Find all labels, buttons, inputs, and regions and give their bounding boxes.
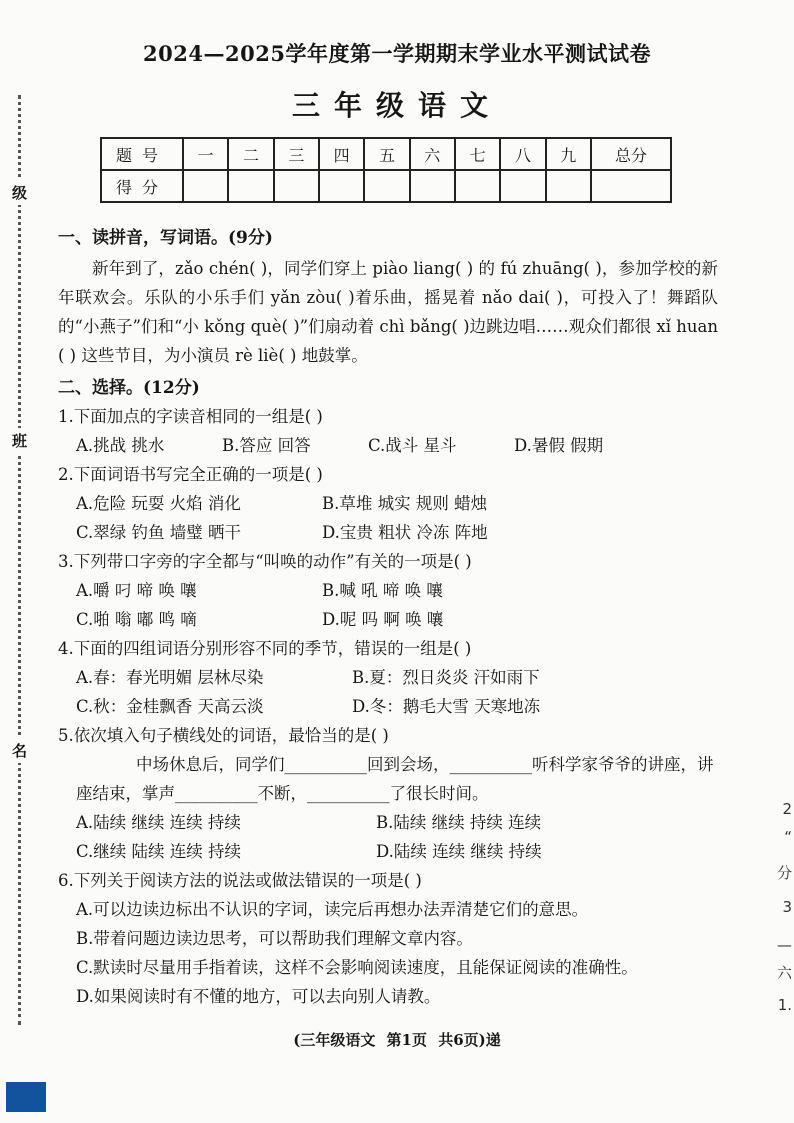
option: B.喊 吼 啼 唤 嚷 bbox=[322, 581, 443, 600]
option: D.呢 吗 啊 唤 嚷 bbox=[322, 610, 444, 629]
option: C.秋：金桂飘香 天高云淡 bbox=[76, 697, 264, 716]
option: D.陆续 连续 继续 持续 bbox=[376, 842, 542, 861]
question-stem: 5.依次填入句子横线处的词语，最恰当的是( ) bbox=[58, 726, 389, 745]
binding-dotted-line bbox=[18, 95, 21, 1025]
question-stem: 3.下列带口字旁的字全都与“叫唤的动作”有关的一项是( ) bbox=[58, 552, 472, 571]
question-stem: 2.下面词语书写完全正确的一项是( ) bbox=[58, 465, 323, 484]
option: C.继续 陆续 连续 持续 bbox=[76, 842, 242, 861]
option: B.带着问题边读边思考，可以帮助我们理解文章内容。 bbox=[76, 929, 473, 948]
question-options bbox=[58, 518, 718, 547]
score-cell[interactable] bbox=[546, 170, 591, 202]
option: B.答应 回答 bbox=[222, 436, 311, 455]
subject-title: 三年级语文 bbox=[291, 89, 502, 122]
score-table-column: 四 bbox=[319, 138, 364, 170]
score-table-column: 总分 bbox=[591, 138, 671, 170]
option: A.嚼 叼 啼 唤 嚷 bbox=[76, 581, 197, 600]
clipped-edge-text: 1. bbox=[777, 996, 792, 1014]
option: C.翠绿 钓鱼 墙璧 晒干 bbox=[76, 523, 242, 542]
score-table bbox=[100, 137, 672, 203]
question-options bbox=[58, 663, 718, 692]
score-cell[interactable] bbox=[183, 170, 228, 202]
option: A.挑战 挑水 bbox=[76, 436, 165, 455]
clipped-edge-text: — bbox=[777, 936, 792, 954]
score-table-column: 七 bbox=[455, 138, 500, 170]
clipped-edge-text: 3 bbox=[782, 898, 792, 916]
question-options bbox=[58, 431, 718, 460]
score-cell[interactable] bbox=[364, 170, 409, 202]
option: A.危险 玩耍 火焰 消化 bbox=[76, 494, 241, 513]
score-table-column: 九 bbox=[546, 138, 591, 170]
option: B.草堆 城实 规则 蜡烛 bbox=[322, 494, 488, 513]
option: A.陆续 继续 连续 持续 bbox=[76, 813, 241, 832]
option: C.默读时尽量用手指着读，这样不会影响阅读速度，且能保证阅读的准确性。 bbox=[76, 958, 638, 977]
option: D.如果阅读时有不懂的地方，可以去向别人请教。 bbox=[76, 987, 441, 1006]
section-1-heading: 一、读拼音，写词语。(9分) bbox=[58, 228, 273, 248]
score-table-row-label: 得分 bbox=[101, 170, 183, 202]
score-cell[interactable] bbox=[591, 170, 671, 202]
binding-label: 班 bbox=[12, 428, 27, 453]
score-cell[interactable] bbox=[274, 170, 319, 202]
score-table-header-row bbox=[101, 138, 671, 170]
question-options bbox=[58, 808, 718, 837]
option: A.可以边读边标出不认识的字词，读完后再想办法弄清楚它们的意思。 bbox=[76, 900, 589, 919]
score-table-column: 五 bbox=[364, 138, 409, 170]
question-options bbox=[58, 692, 718, 721]
option: B.陆续 继续 持续 连续 bbox=[376, 813, 542, 832]
section-2-heading: 二、选择。(12分) bbox=[58, 378, 200, 398]
option: D.冬：鹅毛大雪 天寒地冻 bbox=[352, 697, 541, 716]
score-cell[interactable] bbox=[410, 170, 455, 202]
page-footer: (三年级语文 第1页 共6页)递 bbox=[293, 1031, 501, 1049]
question-stem: 1.下面加点的字读音相同的一组是( ) bbox=[58, 407, 323, 426]
question-options bbox=[58, 489, 718, 518]
option: C.啪 嗡 嘟 鸣 嘀 bbox=[76, 610, 197, 629]
clipped-edge-text: 2 bbox=[782, 800, 792, 818]
binding-label: 名 bbox=[12, 738, 27, 763]
exam-content bbox=[58, 224, 718, 1011]
clipped-edge-text: “ bbox=[784, 828, 792, 846]
question-options bbox=[58, 605, 718, 634]
score-cell[interactable] bbox=[319, 170, 364, 202]
blue-corner-tag bbox=[6, 1082, 46, 1112]
pinyin-paragraph: 新年到了，zǎo chén( )，同学们穿上 piào liang( ) 的 fú zhuāng( )，参加学校的新年联欢会。乐队的小乐手们 yǎn zòu( )着乐曲，摇晃着 nǎo dai( )，可投入了！舞蹈队的“小燕子”们和“小 kǒng què( )”们扇动着 chì bǎng( )边跳边唱……观众们都很 xǐ huan ( ) 这些节目，为小演员 rè liè( ) 地鼓掌。 bbox=[58, 259, 718, 365]
score-table-score-row bbox=[101, 170, 671, 202]
binding-label: 级 bbox=[12, 180, 27, 205]
option: D.暑假 假期 bbox=[514, 436, 604, 455]
score-cell[interactable] bbox=[228, 170, 273, 202]
option: B.夏：烈日炎炎 汗如雨下 bbox=[352, 668, 540, 687]
score-cell[interactable] bbox=[455, 170, 500, 202]
option: C.战斗 星斗 bbox=[368, 436, 457, 455]
question-options bbox=[58, 576, 718, 605]
score-table-column: 八 bbox=[500, 138, 545, 170]
score-table-row-label: 题号 bbox=[101, 138, 183, 170]
clipped-edge-text: 六 bbox=[776, 964, 792, 982]
score-cell[interactable] bbox=[500, 170, 545, 202]
fill-in-sentence: 中场休息后，同学们__________回到会场，__________听科学家爷爷的讲座，讲座结束，掌声__________不断，__________了很长时间。 bbox=[76, 755, 714, 803]
score-table-column: 三 bbox=[274, 138, 319, 170]
score-table-column: 六 bbox=[410, 138, 455, 170]
score-table-column: 二 bbox=[228, 138, 273, 170]
question-options bbox=[58, 837, 718, 866]
clipped-edge-text: 分 bbox=[776, 864, 792, 882]
score-table-column: 一 bbox=[183, 138, 228, 170]
option: A.春：春光明媚 层林尽染 bbox=[76, 668, 264, 687]
question-stem: 4.下面的四组词语分别形容不同的季节，错误的一组是( ) bbox=[58, 639, 472, 658]
question-stem: 6.下列关于阅读方法的说法或做法错误的一项是( ) bbox=[58, 871, 422, 890]
exam-title: 2024—2025学年度第一学期期末学业水平测试试卷 bbox=[143, 41, 651, 66]
option: D.宝贵 粗状 冷冻 阵地 bbox=[322, 523, 488, 542]
